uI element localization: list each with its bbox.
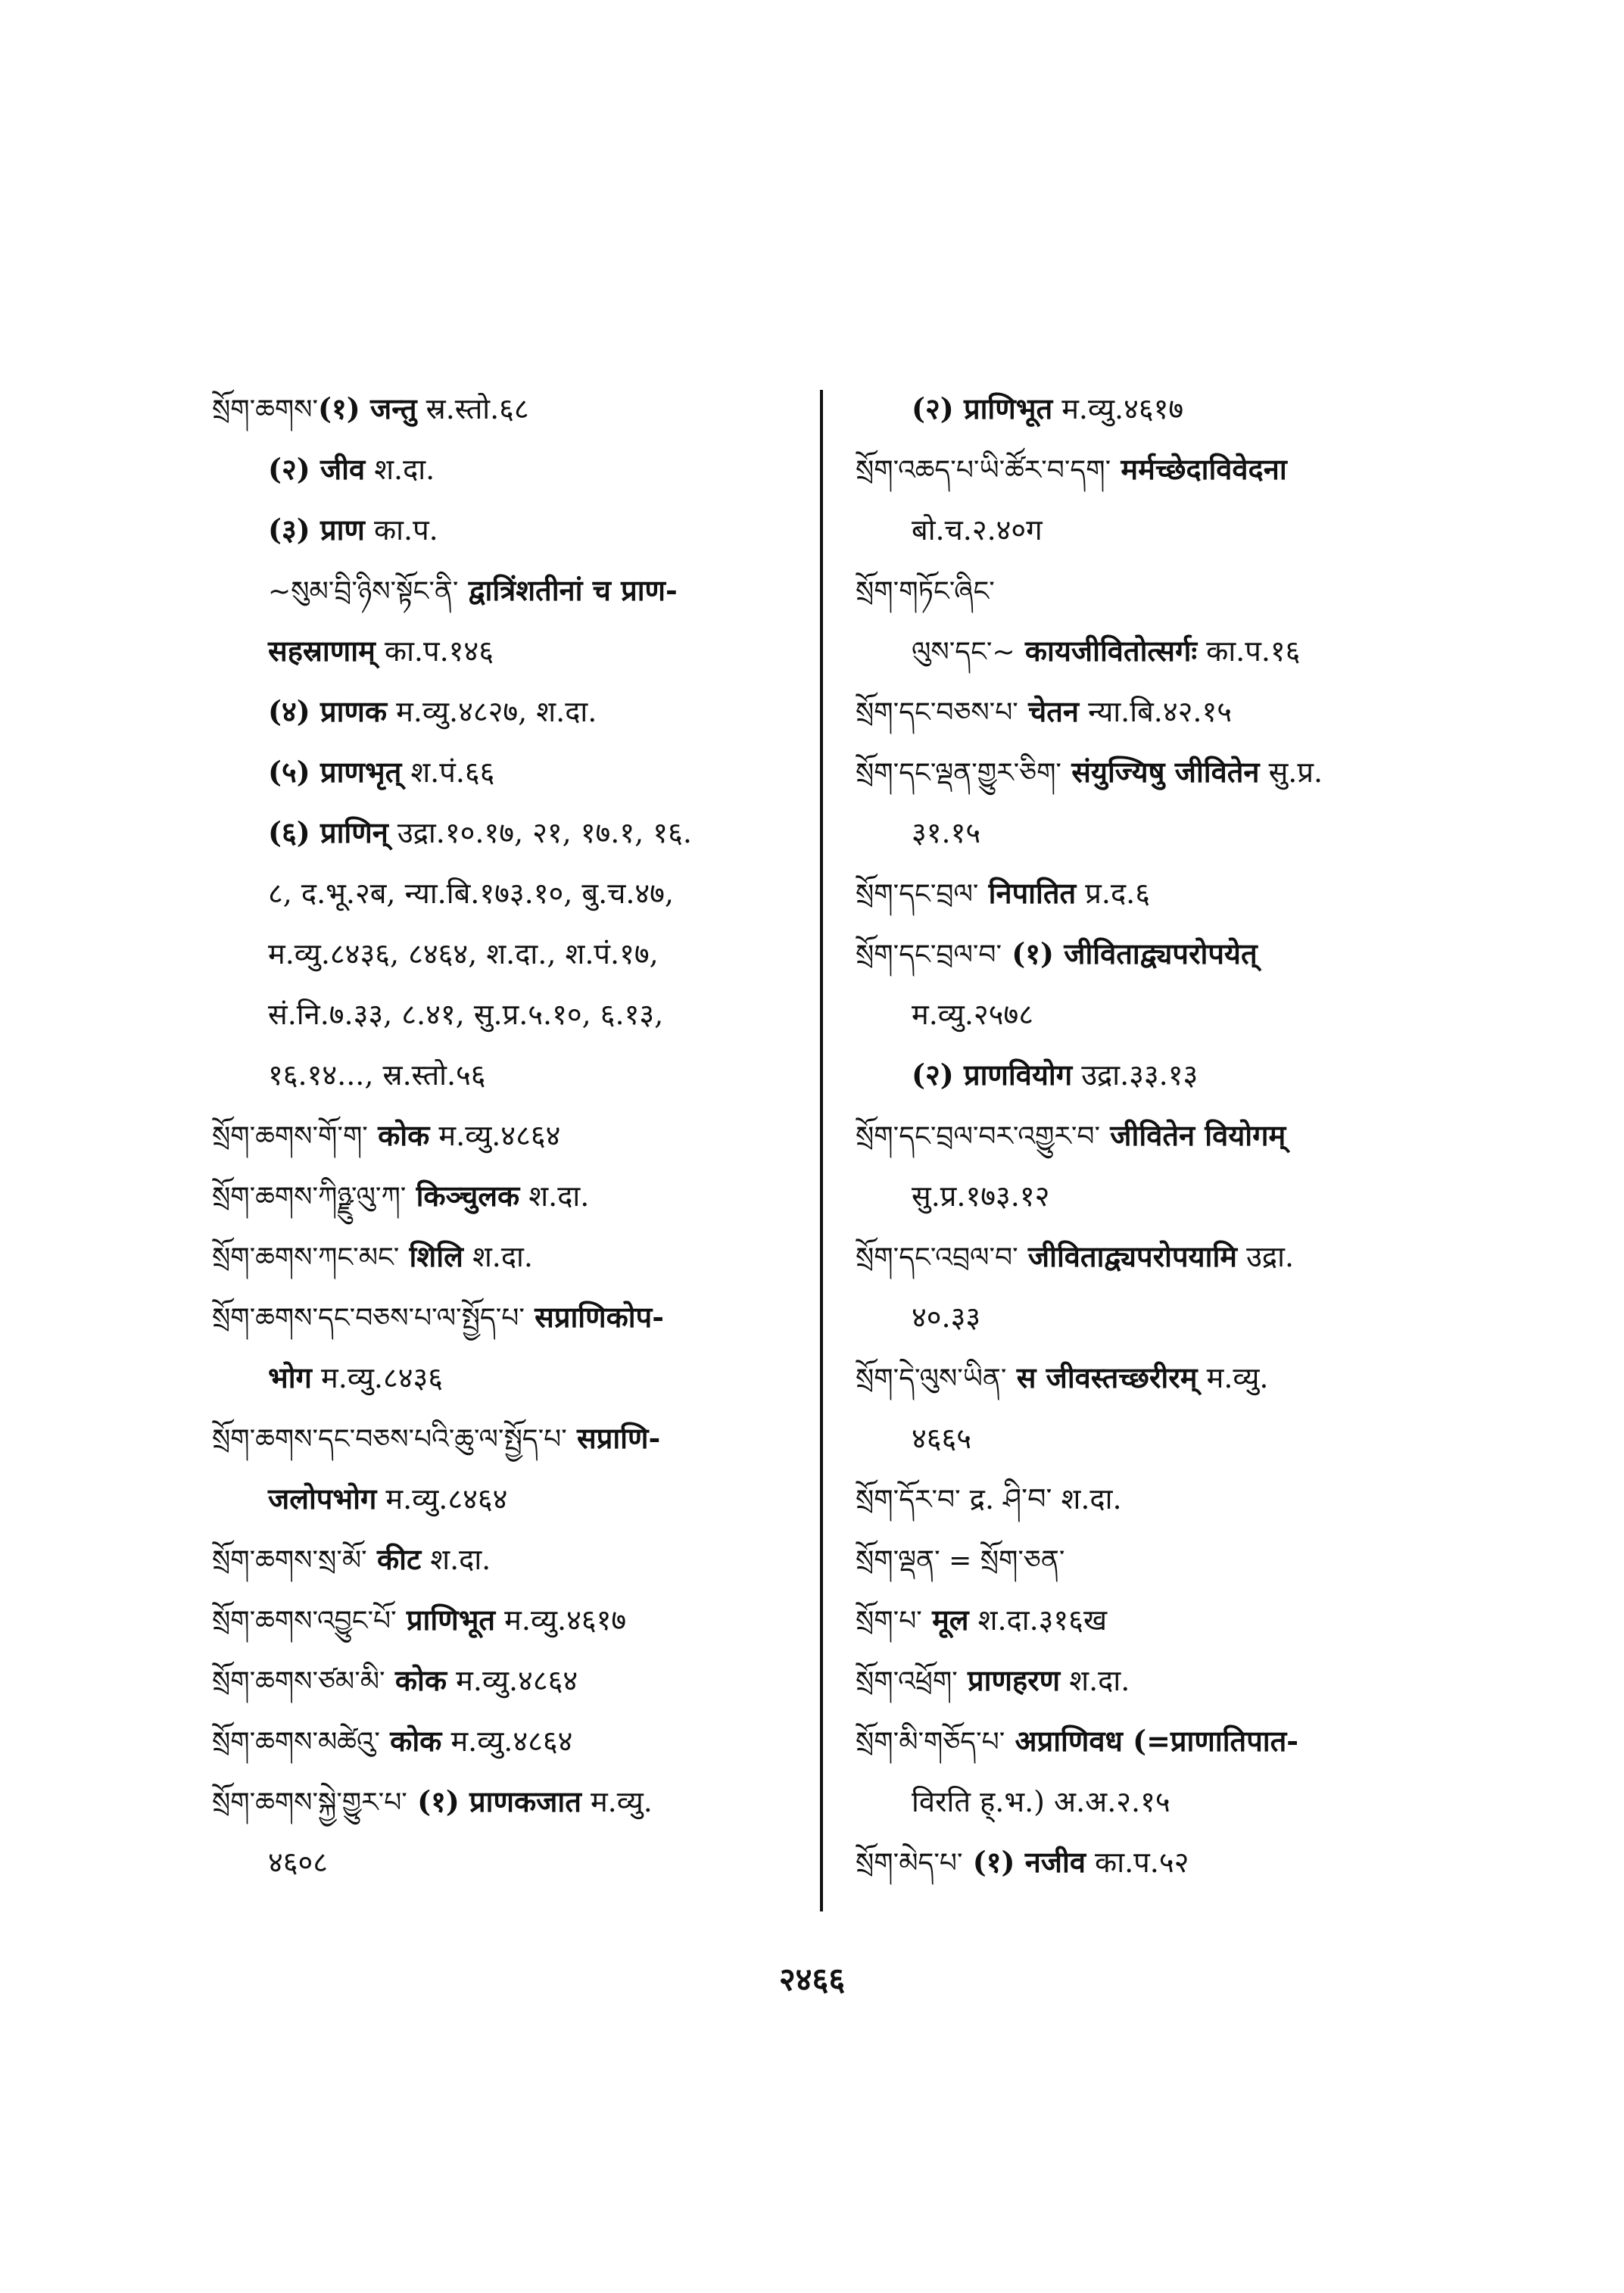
source-reference: द्र. ཤི་བ་ श.दा.	[960, 1482, 1122, 1516]
source-reference: श.दा.	[463, 1240, 533, 1273]
column-divider	[820, 390, 823, 1911]
entry-line	[212, 1650, 810, 1711]
tibetan-term: སྲོག་ཆགས་མཚེའུ་	[212, 1727, 380, 1758]
tibetan-term: སྲོག་དང་ལྡན་གྱུར་ཅིག་	[856, 758, 1061, 789]
sanskrit-equivalent: (१) नजीव	[962, 1845, 1086, 1879]
sanskrit-equivalent: (४) प्राणक	[268, 694, 388, 728]
entry-line	[856, 1045, 1454, 1105]
sanskrit-equivalent: प्राणिभूत	[396, 1603, 496, 1637]
entry-line	[212, 802, 810, 863]
sanskrit-equivalent: अप्राणिवध (=प्राणातिपात-	[1005, 1724, 1299, 1758]
tibetan-term: སྲོག་ཆགས་ཀང་མང་	[212, 1242, 400, 1273]
source-reference: श.पं.६६	[401, 756, 495, 789]
tibetan-term: སྲོག་ཆགས་དང་བཅས་པ་ལ་སྤྱོད་པ་	[212, 1303, 525, 1334]
sanskrit-equivalent: जीविताद्व्यपरोपयामि	[1018, 1239, 1238, 1273]
sanskrit-equivalent: (३) प्राण	[268, 512, 365, 547]
tibetan-term: སྲོག་ཆགས་འབྱུང་པོ་	[212, 1606, 397, 1637]
entry-line	[856, 1771, 1454, 1832]
tibetan-term: སྲོག་ཆགས་	[212, 394, 319, 425]
entry-line	[212, 1045, 810, 1105]
entry-line	[212, 1105, 810, 1166]
source-reference: का.प.१६	[1197, 634, 1301, 668]
entry-line	[856, 1711, 1454, 1771]
entry-line	[856, 439, 1454, 500]
sanskrit-equivalent: मूल	[921, 1603, 969, 1637]
entry-line	[212, 500, 810, 560]
source-reference: म.व्यु.४८६४	[429, 1119, 561, 1152]
tibetan-term: སྲོག་འཕྲོག་	[856, 1666, 958, 1697]
entry-line	[856, 863, 1454, 924]
entry-line	[212, 1469, 810, 1529]
entry-line	[212, 984, 810, 1045]
entry-line	[856, 1832, 1454, 1893]
source-reference: म.व्यु.४८२७, श.दा.	[387, 695, 597, 728]
entry-line	[212, 1832, 810, 1893]
entry-line	[856, 924, 1454, 984]
left-column	[212, 379, 810, 1893]
entry-line	[212, 1166, 810, 1226]
source-reference: ४०.३३	[912, 1301, 981, 1334]
entry-line	[212, 1347, 810, 1408]
entry-line	[212, 742, 810, 802]
source-reference: विरति ह्.भ.) अ.अ.२.१५	[912, 1785, 1170, 1818]
source-reference: ८, द.भू.२ब, न्या.बि.१७३.१०, बु.च.४७,	[268, 877, 674, 910]
sanskrit-equivalent: (२) प्राणवियोग	[912, 1058, 1073, 1092]
entry-line	[212, 379, 810, 439]
entry-line	[212, 863, 810, 924]
source-reference: का.प.१४६	[375, 634, 494, 668]
source-reference: श.दा.	[421, 1543, 491, 1576]
source-reference: १६.१४..., स्र.स्तो.५६	[268, 1058, 486, 1092]
sanskrit-equivalent: सप्राणिकोप-	[524, 1300, 665, 1334]
source-reference: सं.नि.७.३३, ८.४१, सु.प्र.५.१०, ६.१३,	[268, 998, 664, 1031]
entry-line	[856, 681, 1454, 742]
tibetan-term: སྲོག་ཆགས་སྲ་མོ་	[212, 1545, 367, 1576]
source-reference: श.दा.	[365, 453, 435, 486]
entry-line	[856, 1529, 1454, 1590]
tibetan-term: སྲོག་དང་བྲལ་བར་འགྱུར་བ་	[856, 1121, 1101, 1152]
sanskrit-equivalent: (२) प्राणिभूत	[912, 391, 1053, 425]
tibetan-term: སྲོག་དང་བྲལ་བ་	[856, 939, 1002, 970]
entry-line	[856, 1287, 1454, 1347]
sanskrit-equivalent: संयुज्यिषु जीवितेन	[1061, 755, 1260, 789]
source-reference: म.व्यु.४८६४	[441, 1724, 573, 1758]
sanskrit-equivalent: (१) जीविताद्व्यपरोपयेत्	[1002, 936, 1258, 970]
sanskrit-equivalent: शिलि	[399, 1239, 463, 1273]
tibetan-term: ལུས་དང་~	[912, 637, 1015, 668]
entry-line	[212, 439, 810, 500]
tibetan-term: སྲོག་འཆད་པ་ཡི་ཚོར་བ་དག་	[856, 455, 1111, 486]
sanskrit-equivalent: जीवितेन वियोगम्	[1100, 1118, 1286, 1152]
source-reference: म.व्यु.८४६४	[376, 1482, 508, 1516]
tibetan-term: སྲོག་དང་བྲལ་	[856, 879, 979, 910]
entry-line	[212, 1226, 810, 1287]
tibetan-term: སྲོག་ཆགས་ཙམ་མི་	[212, 1666, 385, 1697]
source-reference: स्र.स्तो.६८	[416, 392, 529, 425]
entry-line	[856, 1347, 1454, 1408]
entry-line	[212, 1408, 810, 1469]
source-reference: प्र.द.६	[1076, 877, 1150, 910]
sanskrit-equivalent: (२) जीव	[268, 452, 366, 486]
source-reference: का.प.५२	[1085, 1846, 1189, 1879]
entry-line	[212, 1771, 810, 1832]
source-reference: उद्रा.३३.१३	[1072, 1058, 1199, 1092]
source-reference: उद्रा.	[1237, 1240, 1295, 1273]
sanskrit-equivalent: कोक	[367, 1118, 430, 1152]
source-reference: म.व्यु.	[581, 1785, 653, 1818]
source-reference: सु.प्र.	[1259, 756, 1323, 789]
entry-line	[212, 1529, 810, 1590]
tibetan-term: སྲོག་ལྡན་ = སྲོག་ཅན་	[856, 1545, 1065, 1576]
sanskrit-equivalent: (६) प्राणिन्	[268, 815, 388, 849]
entry-line	[856, 1226, 1454, 1287]
tibetan-term: སྲོག་ཆགས་གོ་ག་	[212, 1121, 368, 1152]
tibetan-term: སྲོག་དེ་ལུས་ཡིན་	[856, 1363, 1007, 1394]
sanskrit-equivalent: (१) जन्तु	[318, 391, 417, 425]
entry-line	[856, 500, 1454, 560]
sanskrit-equivalent: मर्मच्छेदाविवेदना	[1111, 452, 1287, 486]
tibetan-term: སྲོག་ཆགས་དང་བཅས་པའི་ཆུ་ལ་སྤྱོད་པ་	[212, 1424, 567, 1455]
entry-line	[212, 1711, 810, 1771]
tibetan-term: སྲོག་དང་བཅས་པ་	[856, 697, 1018, 728]
tibetan-term: སྲོག་ཆགས་ཀིཉྫུ་ལུ་ཀ་	[212, 1182, 407, 1213]
source-reference: श.दा.	[1060, 1664, 1130, 1697]
entry-line	[856, 1469, 1454, 1529]
source-reference: म.व्यु.२५७८	[912, 998, 1033, 1031]
sanskrit-equivalent: कोक	[379, 1724, 442, 1758]
entry-line	[856, 1590, 1454, 1650]
sanskrit-equivalent: सहस्राणाम्	[268, 634, 376, 668]
entry-line	[856, 1650, 1454, 1711]
source-reference: ४६६५	[912, 1422, 972, 1455]
sanskrit-equivalent: (१) प्राणकजात	[407, 1784, 581, 1818]
source-reference: म.व्यु.४६१७	[1052, 392, 1184, 425]
tibetan-term: སྲོག་ཆགས་སྐྱེ་གྱུར་པ་	[212, 1787, 407, 1818]
entry-line	[856, 802, 1454, 863]
source-reference: ३१.१५	[912, 816, 981, 849]
tibetan-term: སྲོག་དང་འབྲལ་བ་	[856, 1242, 1018, 1273]
entry-line	[212, 1590, 810, 1650]
entry-line	[856, 1408, 1454, 1469]
source-reference: श.दा.३१६ख	[968, 1603, 1108, 1637]
entry-line	[212, 924, 810, 984]
page-number: २४६६	[778, 1961, 846, 1998]
source-reference: सु.प्र.१७३.१२	[912, 1179, 1050, 1213]
source-reference: म.व्यु.४६१७	[495, 1603, 627, 1637]
entry-line	[856, 1105, 1454, 1166]
entry-line	[212, 681, 810, 742]
tibetan-term: སྲོག་མི་གཅོད་པ་	[856, 1727, 1005, 1758]
tibetan-term: ~སུམ་བྲི་ཉིས་སྟོང་ནི་	[268, 576, 459, 607]
entry-line	[856, 742, 1454, 802]
sanskrit-equivalent: निपातित	[978, 876, 1077, 910]
source-reference: म.व्यु.	[1197, 1361, 1269, 1394]
source-reference: उद्रा.१०.१७, २१, १७.१, १६.	[388, 816, 692, 849]
entry-line	[856, 560, 1454, 621]
source-reference: म.व्यु.८४३६	[311, 1361, 443, 1394]
entry-line	[212, 560, 810, 621]
sanskrit-equivalent: भोग	[268, 1360, 312, 1394]
tibetan-term: སྲོག་གཏོང་ཞིང་	[856, 576, 995, 607]
right-column	[856, 379, 1454, 1893]
source-reference: न्या.बि.४२.१५	[1078, 695, 1232, 728]
sanskrit-equivalent: सप्राणि-	[566, 1421, 661, 1455]
source-reference: म.व्यु.८४३६, ८४६४, श.दा., श.पं.१७,	[268, 937, 659, 970]
sanskrit-equivalent: (५) प्राणभृत्	[268, 755, 402, 789]
sanskrit-equivalent: स जीवस्तच्छरीरम्	[1006, 1360, 1198, 1394]
source-reference: म.व्यु.४८६४	[447, 1664, 578, 1697]
entry-line	[212, 621, 810, 681]
tibetan-term: སྲོག་དོར་བ་	[856, 1485, 961, 1516]
entry-line	[856, 984, 1454, 1045]
tibetan-term: སྲོག་མེད་པ་	[856, 1848, 963, 1879]
entry-line	[212, 1287, 810, 1347]
sanskrit-equivalent: कोक	[385, 1663, 447, 1697]
source-reference: बो.च.२.४०ग	[912, 513, 1043, 547]
sanskrit-equivalent: कीट	[366, 1542, 422, 1576]
sanskrit-equivalent: कायजीवितोत्सर्गः	[1015, 634, 1198, 668]
source-reference: का.प.	[364, 513, 438, 547]
entry-line	[856, 1166, 1454, 1226]
source-reference: श.दा.	[519, 1179, 590, 1213]
sanskrit-equivalent: किञ्चुलक	[406, 1179, 520, 1213]
sanskrit-equivalent: जलोपभोग	[268, 1481, 377, 1516]
tibetan-term: སྲོག་པ་	[856, 1606, 922, 1637]
source-reference: ४६०८	[268, 1846, 329, 1879]
entry-line	[856, 621, 1454, 681]
sanskrit-equivalent: द्वात्रिंशतीनां च प्राण-	[458, 573, 678, 607]
sanskrit-equivalent: प्राणहरण	[957, 1663, 1061, 1697]
entry-line	[856, 379, 1454, 439]
sanskrit-equivalent: चेतन	[1018, 694, 1079, 728]
